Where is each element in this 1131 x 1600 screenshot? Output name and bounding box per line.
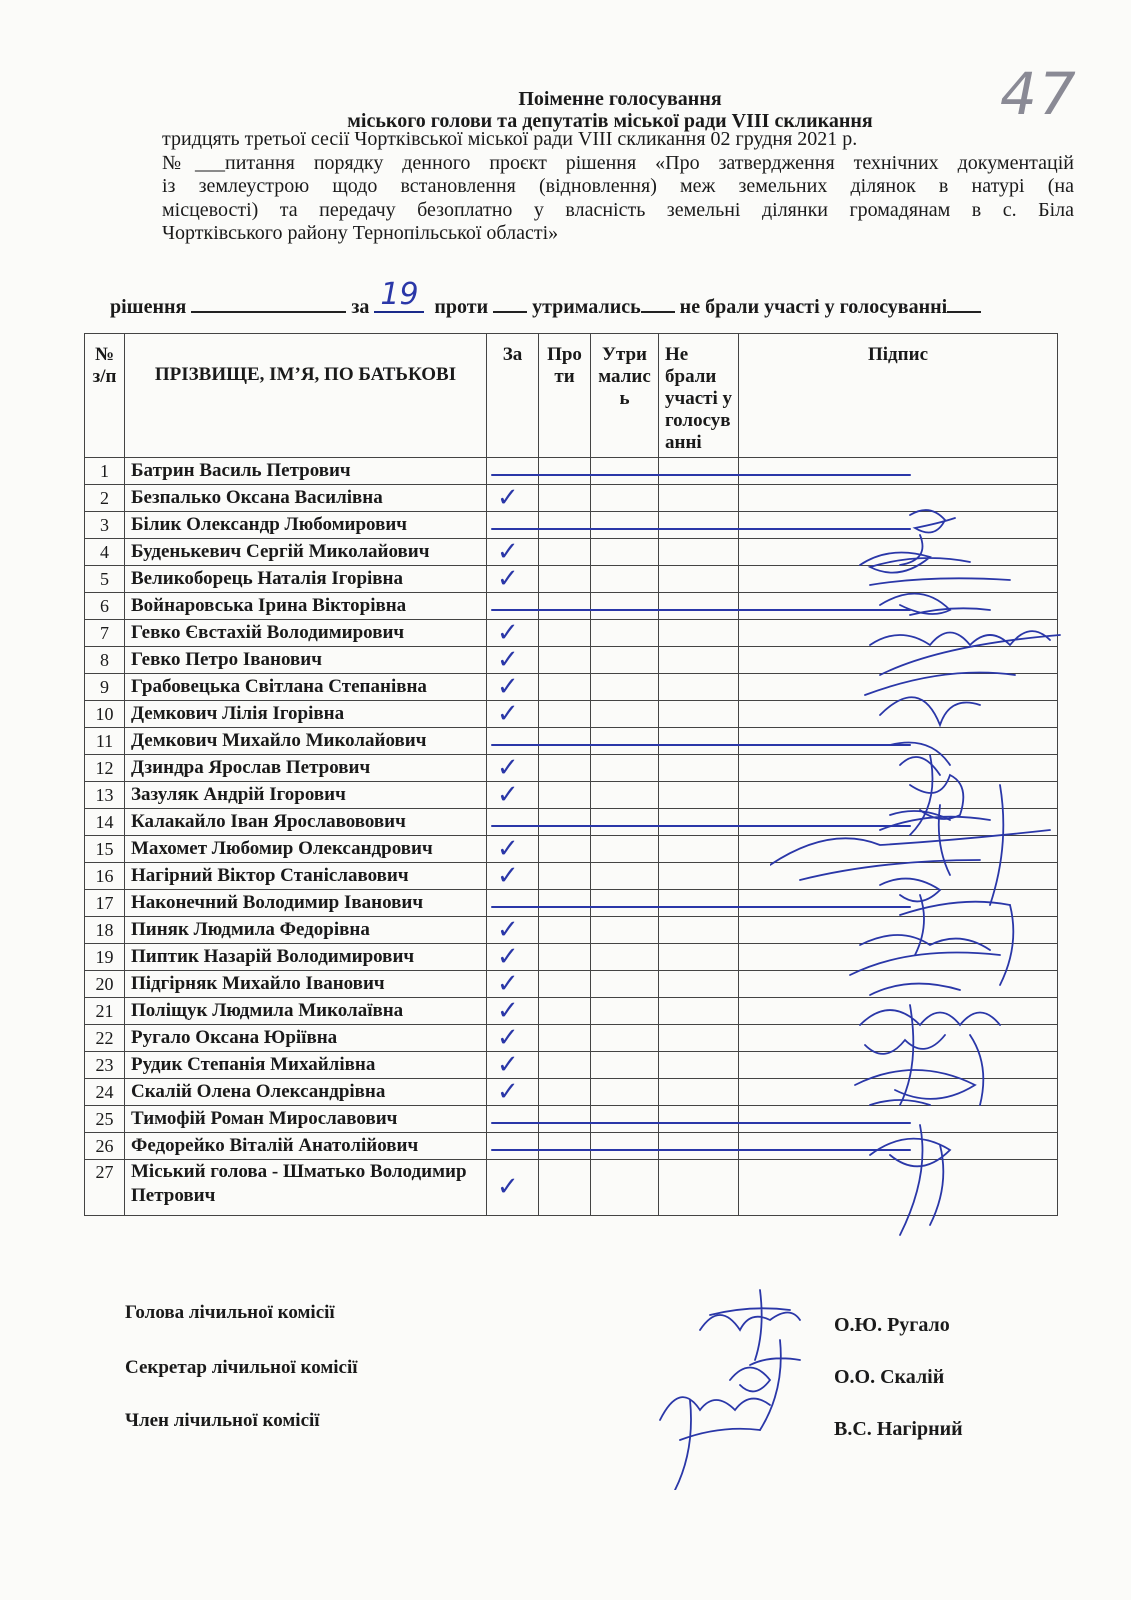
- for-count-field: [374, 277, 424, 313]
- vote-not-voted-cell: [659, 836, 739, 863]
- vote-not-voted-cell: [659, 998, 739, 1025]
- checkmark-icon: ✓: [497, 672, 519, 702]
- vote-for-cell: [487, 971, 539, 998]
- signature-cell: [739, 458, 1058, 485]
- vote-against-cell: [539, 1025, 591, 1052]
- vote-for-cell: [487, 485, 539, 512]
- checkmark-icon: ✓: [497, 780, 519, 810]
- commission-member-name: В.С. Нагірний: [834, 1418, 963, 1440]
- vote-abstained-cell: [591, 620, 659, 647]
- vote-not-voted-cell: [659, 944, 739, 971]
- vote-not-voted-cell: [659, 1106, 739, 1133]
- vote-not-voted-cell: [659, 1052, 739, 1079]
- vote-for-cell: [487, 944, 539, 971]
- signature-scribble: [855, 1070, 975, 1105]
- vote-for-cell: [487, 539, 539, 566]
- row-number: 20: [85, 971, 125, 998]
- signature-scribble: [865, 631, 1060, 695]
- checkmark-icon: ✓: [497, 699, 519, 729]
- row-number: 2: [85, 485, 125, 512]
- vote-for-cell: [487, 701, 539, 728]
- vote-not-voted-cell: [659, 539, 739, 566]
- row-number: 14: [85, 809, 125, 836]
- deputy-name: Гевко Петро Іванович: [125, 647, 487, 674]
- vote-not-voted-cell: [659, 593, 739, 620]
- vote-for-cell: [487, 1106, 539, 1133]
- deputy-name: Грабовецька Світлана Степанівна: [125, 674, 487, 701]
- commission-member-role: Член лічильної комісії: [125, 1410, 320, 1431]
- row-number: 13: [85, 782, 125, 809]
- vote-against-cell: [539, 620, 591, 647]
- deputy-name: Підгірняк Михайло Іванович: [125, 971, 487, 998]
- checkmark-icon: ✓: [497, 834, 519, 864]
- vote-abstained-cell: [591, 512, 659, 539]
- not-voted-blank: [947, 295, 981, 313]
- checkmark-icon: ✓: [497, 861, 519, 891]
- deputy-name: Великоборець Наталія Ігорівна: [125, 566, 487, 593]
- row-number: 21: [85, 998, 125, 1025]
- vote-abstained-cell: [591, 890, 659, 917]
- row-number: 18: [85, 917, 125, 944]
- row-number: 3: [85, 512, 125, 539]
- vote-against-cell: [539, 998, 591, 1025]
- against-blank: [493, 295, 527, 313]
- vote-against-cell: [539, 836, 591, 863]
- vote-not-voted-cell: [659, 755, 739, 782]
- vote-abstained-cell: [591, 1052, 659, 1079]
- row-number: 25: [85, 1106, 125, 1133]
- vote-abstained-cell: [591, 728, 659, 755]
- deputy-name: Гевко Євстахій Володимирович: [125, 620, 487, 647]
- vote-abstained-cell: [591, 755, 659, 782]
- vote-for-cell: [487, 782, 539, 809]
- commission-secretary-role: Секретар лічильної комісії: [125, 1357, 358, 1378]
- header-name: ПРІЗВИЩЕ, ІМ’Я, ПО БАТЬКОВІ: [125, 334, 487, 458]
- row-number: 16: [85, 863, 125, 890]
- vote-abstained-cell: [591, 836, 659, 863]
- vote-against-cell: [539, 485, 591, 512]
- row-number: 15: [85, 836, 125, 863]
- vote-not-voted-cell: [659, 512, 739, 539]
- row-number: 26: [85, 1133, 125, 1160]
- checkmark-icon: ✓: [497, 1050, 519, 1080]
- vote-for-cell: [487, 1160, 539, 1216]
- row-number: 17: [85, 890, 125, 917]
- deputy-name: Пиняк Людмила Федорівна: [125, 917, 487, 944]
- vote-against-cell: [539, 1052, 591, 1079]
- vote-for-cell: [487, 1052, 539, 1079]
- session-description: [162, 128, 1074, 246]
- vote-for-cell: [487, 1025, 539, 1052]
- handwritten-page-number: 47: [1000, 60, 1078, 128]
- commission-signatures: [640, 1270, 830, 1490]
- row-number: 19: [85, 944, 125, 971]
- vote-against-cell: [539, 917, 591, 944]
- decision-label: рішення: [110, 296, 187, 318]
- checkmark-icon: ✓: [497, 645, 519, 675]
- vote-not-voted-cell: [659, 1133, 739, 1160]
- vote-abstained-cell: [591, 701, 659, 728]
- vote-for-cell: [487, 566, 539, 593]
- vote-abstained-cell: [591, 1160, 659, 1216]
- signature-scribble: [880, 594, 990, 615]
- vote-abstained-cell: [591, 1133, 659, 1160]
- vote-for-cell: [487, 809, 539, 836]
- signature-scribble: [880, 697, 980, 775]
- signature-scribble: [880, 879, 1010, 955]
- table-row: [85, 458, 1058, 485]
- for-count: 19: [380, 277, 419, 312]
- header-abstained: Утри малис ь: [591, 334, 659, 458]
- row-number: 22: [85, 1025, 125, 1052]
- vote-abstained-cell: [591, 1025, 659, 1052]
- deputy-name: Зазуляк Андрій Ігорович: [125, 782, 487, 809]
- vote-against-cell: [539, 728, 591, 755]
- vote-for-cell: [487, 728, 539, 755]
- deputy-name: Ругало Оксана Юріївна: [125, 1025, 487, 1052]
- row-number: 5: [85, 566, 125, 593]
- vote-abstained-cell: [591, 971, 659, 998]
- deputy-name: Войнаровська Ірина Вікторівна: [125, 593, 487, 620]
- signature-scribble: [770, 830, 1050, 880]
- deputy-name: Пиптик Назарій Володимирович: [125, 944, 487, 971]
- deputy-name: Демкович Михайло Миколайович: [125, 728, 487, 755]
- vote-for-cell: [487, 755, 539, 782]
- vote-for-cell: [487, 890, 539, 917]
- header-not-voted: Не брали участі у голосув анні: [659, 334, 739, 458]
- deputy-name: Міський голова - Шматько Володимир Петрович: [125, 1160, 487, 1216]
- member-signatures: [770, 505, 1090, 1265]
- vote-abstained-cell: [591, 1079, 659, 1106]
- abstained-blank: [641, 295, 675, 313]
- signature-scribble: [870, 1125, 950, 1235]
- vote-abstained-cell: [591, 1106, 659, 1133]
- vote-abstained-cell: [591, 674, 659, 701]
- intro-line: №___питання порядку денного проєкт рішення «Про затвердження технічних документацій: [162, 151, 1074, 174]
- deputy-name: Білик Олександр Любомирович: [125, 512, 487, 539]
- vote-against-cell: [539, 1079, 591, 1106]
- vote-against-cell: [539, 458, 591, 485]
- deputy-name: Скалій Олена Олександрівна: [125, 1079, 487, 1106]
- deputy-name: Федорейко Віталій Анатолійович: [125, 1133, 487, 1160]
- vote-for-cell: [487, 1079, 539, 1106]
- signature-scribble: [730, 1340, 800, 1430]
- header-signature: Підпис: [739, 334, 1058, 458]
- header-num: № з/п: [85, 334, 125, 458]
- vote-not-voted-cell: [659, 917, 739, 944]
- vote-for-cell: [487, 647, 539, 674]
- signature-scribble: [970, 785, 1013, 1105]
- intro-line: місцевості) та передачу безоплатно у власність земельні ділянки громадянам в с. Біла: [162, 198, 1074, 221]
- not-voted-label: не брали участі у голосуванні: [679, 296, 948, 318]
- vote-for-cell: [487, 998, 539, 1025]
- vote-not-voted-cell: [659, 701, 739, 728]
- vote-for-cell: [487, 917, 539, 944]
- vote-against-cell: [539, 566, 591, 593]
- vote-for-cell: [487, 836, 539, 863]
- vote-against-cell: [539, 1160, 591, 1216]
- row-number: 1: [85, 458, 125, 485]
- vote-abstained-cell: [591, 998, 659, 1025]
- deputy-name: Рудик Степанія Михайлівна: [125, 1052, 487, 1079]
- signature-scribble: [660, 1397, 770, 1490]
- signature-scribble: [700, 1290, 800, 1360]
- table-header-row: [85, 334, 1058, 458]
- row-number: 10: [85, 701, 125, 728]
- deputy-name: Калакайло Іван Ярославовович: [125, 809, 487, 836]
- vote-abstained-cell: [591, 566, 659, 593]
- deputy-name: Нагірний Віктор Станіславович: [125, 863, 487, 890]
- deputy-name: Поліщук Людмила Миколаївна: [125, 998, 487, 1025]
- vote-abstained-cell: [591, 944, 659, 971]
- signature-scribble: [910, 755, 963, 835]
- row-number: 8: [85, 647, 125, 674]
- checkmark-icon: ✓: [497, 1077, 519, 1107]
- vote-for-cell: [487, 1133, 539, 1160]
- vote-against-cell: [539, 647, 591, 674]
- vote-against-cell: [539, 971, 591, 998]
- vote-abstained-cell: [591, 863, 659, 890]
- deputy-name: Буденькевич Сергій Миколайович: [125, 539, 487, 566]
- vote-against-cell: [539, 1133, 591, 1160]
- row-number: 7: [85, 620, 125, 647]
- document-subtitle: міського голови та депутатів міської ради VIII скликання: [347, 110, 873, 132]
- strike-line: [491, 474, 911, 476]
- deputy-name: Махомет Любомир Олександрович: [125, 836, 487, 863]
- checkmark-icon: ✓: [497, 618, 519, 648]
- vote-for-cell: [487, 674, 539, 701]
- signature-scribble: [860, 553, 1010, 586]
- deputy-name: Наконечний Володимир Іванович: [125, 890, 487, 917]
- vote-for-cell: [487, 593, 539, 620]
- row-number: 12: [85, 755, 125, 782]
- intro-line: Чортківського району Тернопільської області»: [162, 222, 559, 244]
- row-number: 4: [85, 539, 125, 566]
- intro-line: тридцять третьої сесії Чортківської міської ради VIII скликання 02 грудня 2021 р.: [162, 128, 858, 150]
- vote-for-cell: [487, 620, 539, 647]
- vote-not-voted-cell: [659, 620, 739, 647]
- commission-chair-name: О.Ю. Ругало: [834, 1314, 950, 1336]
- vote-against-cell: [539, 512, 591, 539]
- intro-line: із землеустрою щодо встановлення (відновлення) меж земельних ділянок в натурі (на: [162, 175, 1074, 197]
- vote-not-voted-cell: [659, 1079, 739, 1106]
- vote-not-voted-cell: [659, 1025, 739, 1052]
- row-number: 6: [85, 593, 125, 620]
- row-number: 24: [85, 1079, 125, 1106]
- vote-abstained-cell: [591, 485, 659, 512]
- vote-for-cell: [487, 458, 539, 485]
- vote-against-cell: [539, 701, 591, 728]
- vote-not-voted-cell: [659, 647, 739, 674]
- against-label: проти: [434, 296, 489, 318]
- commission-secretary-name: О.О. Скалій: [834, 1366, 945, 1388]
- row-number: 27: [85, 1160, 125, 1216]
- vote-against-cell: [539, 674, 591, 701]
- row-number: 9: [85, 674, 125, 701]
- vote-against-cell: [539, 593, 591, 620]
- deputy-name: Демкович Лілія Ігорівна: [125, 701, 487, 728]
- vote-against-cell: [539, 890, 591, 917]
- signature-scribble: [850, 935, 1000, 995]
- vote-for-cell: [487, 512, 539, 539]
- row-number: 11: [85, 728, 125, 755]
- vote-abstained-cell: [591, 917, 659, 944]
- for-label: за: [351, 296, 370, 318]
- checkmark-icon: ✓: [497, 1172, 519, 1202]
- checkmark-icon: ✓: [497, 483, 519, 513]
- checkmark-icon: ✓: [497, 969, 519, 999]
- vote-for-cell: [487, 863, 539, 890]
- vote-abstained-cell: [591, 593, 659, 620]
- vote-not-voted-cell: [659, 1160, 739, 1216]
- document-title: Поіменне голосування: [518, 88, 722, 110]
- vote-not-voted-cell: [659, 485, 739, 512]
- deputy-name: Дзиндра Ярослав Петрович: [125, 755, 487, 782]
- deputy-name: Тимофій Роман Мирославович: [125, 1106, 487, 1133]
- vote-against-cell: [539, 755, 591, 782]
- checkmark-icon: ✓: [497, 996, 519, 1026]
- checkmark-icon: ✓: [497, 753, 519, 783]
- vote-abstained-cell: [591, 458, 659, 485]
- vote-not-voted-cell: [659, 458, 739, 485]
- vote-abstained-cell: [591, 647, 659, 674]
- checkmark-icon: ✓: [497, 1023, 519, 1053]
- row-number: 23: [85, 1052, 125, 1079]
- vote-abstained-cell: [591, 782, 659, 809]
- vote-not-voted-cell: [659, 566, 739, 593]
- vote-not-voted-cell: [659, 809, 739, 836]
- checkmark-icon: ✓: [497, 915, 519, 945]
- vote-against-cell: [539, 1106, 591, 1133]
- vote-not-voted-cell: [659, 971, 739, 998]
- vote-against-cell: [539, 782, 591, 809]
- vote-not-voted-cell: [659, 890, 739, 917]
- deputy-name: Батрин Василь Петрович: [125, 458, 487, 485]
- header-for: За: [487, 334, 539, 458]
- decision-summary: [110, 277, 981, 319]
- abstained-label: утримались: [532, 296, 641, 318]
- vote-not-voted-cell: [659, 674, 739, 701]
- commission-chair-role: Голова лічильної комісії: [125, 1302, 335, 1323]
- checkmark-icon: ✓: [497, 942, 519, 972]
- vote-not-voted-cell: [659, 728, 739, 755]
- vote-abstained-cell: [591, 809, 659, 836]
- vote-not-voted-cell: [659, 782, 739, 809]
- vote-against-cell: [539, 944, 591, 971]
- checkmark-icon: ✓: [497, 537, 519, 567]
- checkmark-icon: ✓: [497, 564, 519, 594]
- vote-abstained-cell: [591, 539, 659, 566]
- decision-blank: [191, 295, 346, 313]
- vote-not-voted-cell: [659, 863, 739, 890]
- deputy-name: Безпалько Оксана Василівна: [125, 485, 487, 512]
- vote-against-cell: [539, 863, 591, 890]
- vote-against-cell: [539, 539, 591, 566]
- vote-against-cell: [539, 809, 591, 836]
- header-against: Про ти: [539, 334, 591, 458]
